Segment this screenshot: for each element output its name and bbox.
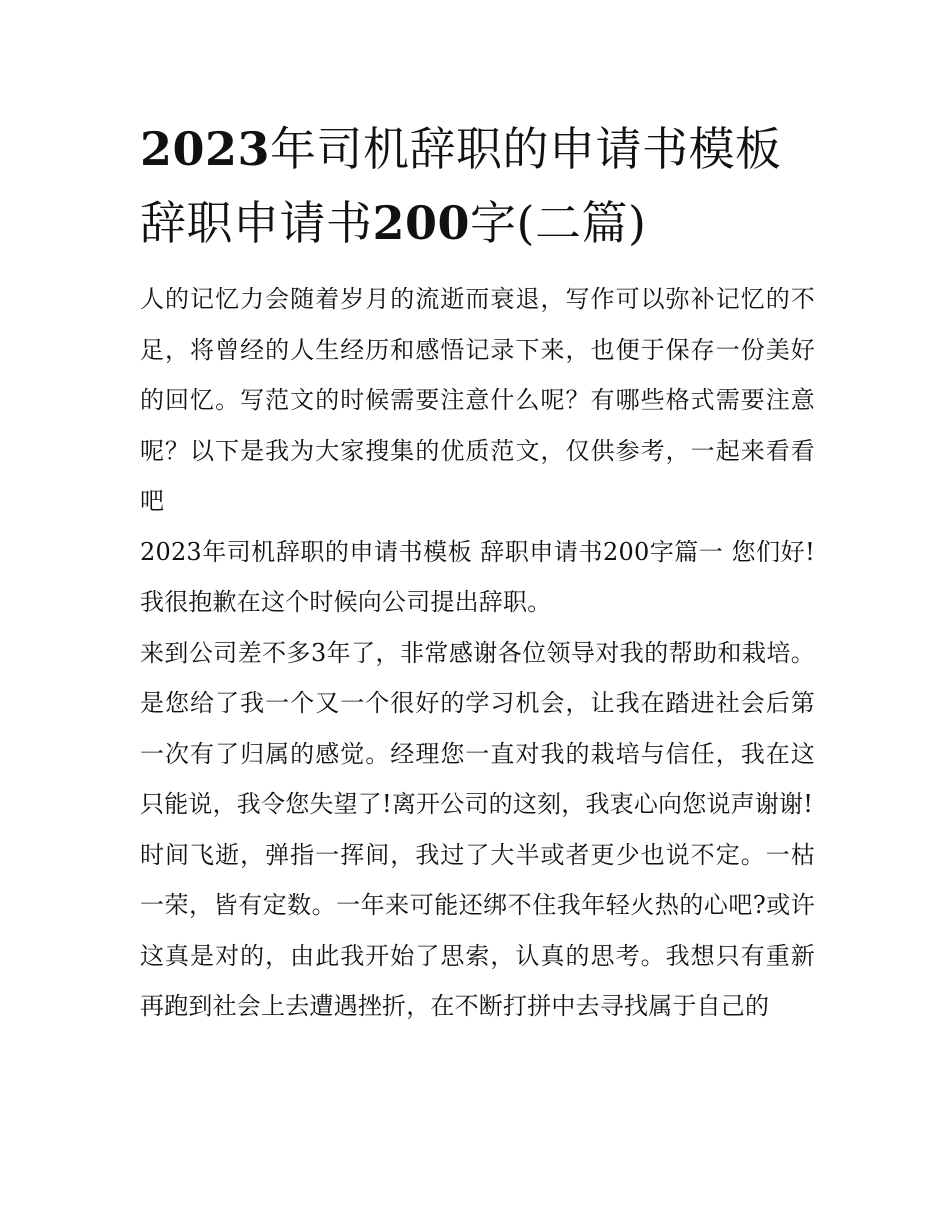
document-title	[140, 112, 815, 260]
paragraph-gratitude: 来到公司差不多3年了，非常感谢各位领导对我的帮助和栽培。是您给了我一个又一个很好的学习机会，让我在踏进社会后第一次有了归属的感觉。经理您一直对我的栽培与信任，我在这只能说，我令您失望了!离开公司的这刻，我衷心向您说声谢谢!	[140, 638, 815, 818]
paragraph-intro: 人的记忆力会随着岁月的流逝而衰退，写作可以弥补记忆的不足，将曾经的人生经历和感悟记录下来，也便于保存一份美好的回忆。写范文的时候需要注意什么呢？有哪些格式需要注意呢？以下是我为大家搜集的优质范文，仅供参考，一起来看看吧	[140, 285, 815, 515]
title-line2-text: 辞职申请书	[140, 196, 373, 250]
title-line2-tail: 字(二篇)	[470, 196, 647, 250]
title-number: 200	[372, 196, 471, 250]
paragraph-reflection: 时间飞逝，弹指一挥间，我过了大半或者更少也说不定。一枯一荣，皆有定数。一年来可能还绑不住我年轻火热的心吧?或许这真是对的，由此我开始了思索，认真的思考。我想只有重新再跑到社会上去遭遇挫折，在不断打拼中去寻找属于自己的	[140, 840, 815, 1020]
paragraph-greeting: 2023年司机辞职的申请书模板 辞职申请书200字篇一 您们好!我很抱歉在这个时候向公司提出辞职。	[140, 537, 815, 616]
title-line1-text: 年司机辞职的申请书模板	[270, 122, 782, 176]
title-year: 2023	[140, 122, 271, 176]
document-body	[140, 112, 815, 1032]
